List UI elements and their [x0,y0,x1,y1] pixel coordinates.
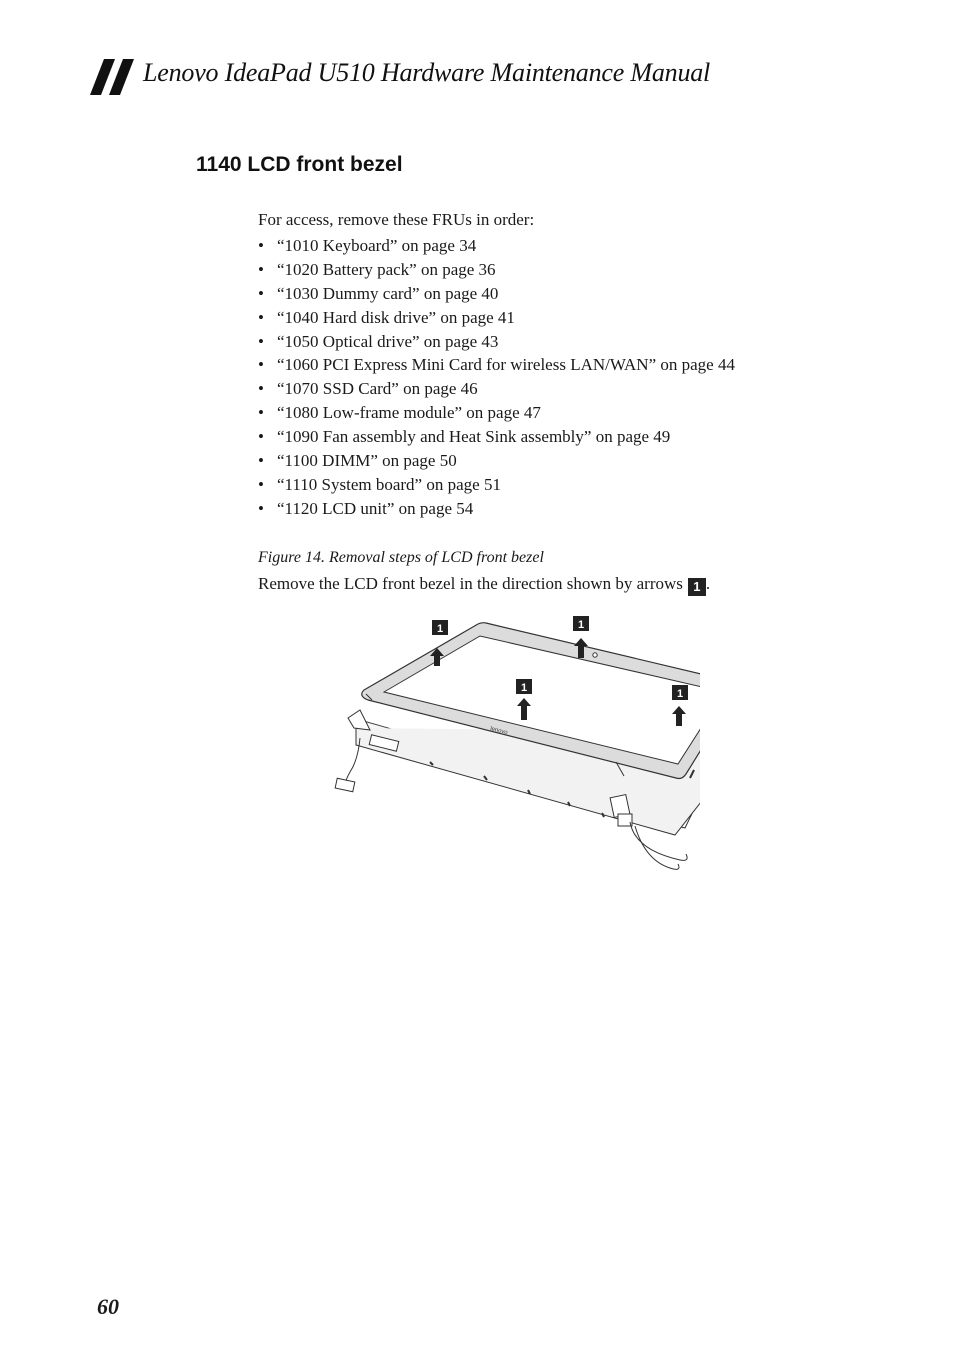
list-item [258,353,735,377]
svg-text:1: 1 [520,682,528,694]
bullet: • [258,427,264,447]
instruction-text: Remove the LCD front bezel in the direction shown by arrows [258,574,683,593]
bullet: • [258,331,264,351]
double-slash-logo-icon [90,59,134,95]
fru-link[interactable]: “1010 Keyboard” on page 34 [277,236,477,255]
callout-label [573,616,589,631]
bullet: • [258,355,264,375]
svg-text:1: 1 [577,619,585,631]
list-item [258,258,735,282]
fru-link[interactable]: “1050 Optical drive” on page 43 [277,331,499,351]
list-item [258,497,735,521]
section-title: 1140 LCD front bezel [196,153,403,176]
svg-text:lenovo: lenovo [489,726,509,737]
bullet: • [258,283,264,303]
bullet: • [258,259,264,279]
manual-title: Lenovo IdeaPad U510 Hardware Maintenance Manual [143,58,711,87]
fru-link[interactable]: “1080 Low-frame module” on page 47 [277,403,541,423]
fru-link[interactable]: “1110 System board” on page 51 [277,474,501,494]
callout-label [516,679,532,694]
bullet: • [258,403,264,423]
list-item [258,330,735,354]
fru-link[interactable]: “1030 Dummy card” on page 40 [277,283,499,303]
figure-instruction [258,574,710,596]
bullet: • [258,451,264,471]
bullet: • [258,379,264,399]
bullet: • [258,307,264,327]
list-item [258,449,735,473]
intro-text: For access, remove these FRUs in order: [258,210,535,229]
fru-link[interactable]: “1040 Hard disk drive” on page 41 [277,307,515,327]
fru-link[interactable]: “1060 PCI Express Mini Card for wireless LAN/WAN” on page 44 [277,355,735,375]
fru-list [258,234,735,521]
fru-link[interactable]: “1120 LCD unit” on page 54 [277,498,474,518]
list-item [258,425,735,449]
fru-link[interactable]: “1070 SSD Card” on page 46 [277,379,478,399]
instruction-end: . [705,574,711,593]
callout-label [432,620,448,635]
list-item [258,473,735,497]
lcd-bezel-removal-illustration [330,610,700,885]
fru-link[interactable]: “1090 Fan assembly and Heat Sink assembly” on page 49 [277,427,671,447]
fru-link[interactable]: “1020 Battery pack” on page 36 [277,259,496,279]
list-item [258,234,735,258]
bullet: • [258,236,264,255]
list-item [258,306,735,330]
step-badge: 1 [688,578,706,596]
figure-caption: Figure 14. Removal steps of LCD front bezel [258,549,544,566]
svg-text:1: 1 [676,688,684,700]
bullet: • [258,474,264,494]
list-item [258,377,735,401]
bullet: • [258,498,264,518]
svg-text:1: 1 [436,623,444,635]
list-item [258,282,735,306]
fru-link[interactable]: “1100 DIMM” on page 50 [277,451,457,471]
callout-label [672,685,688,700]
page-number: 60 [97,1294,119,1319]
list-item [258,401,735,425]
